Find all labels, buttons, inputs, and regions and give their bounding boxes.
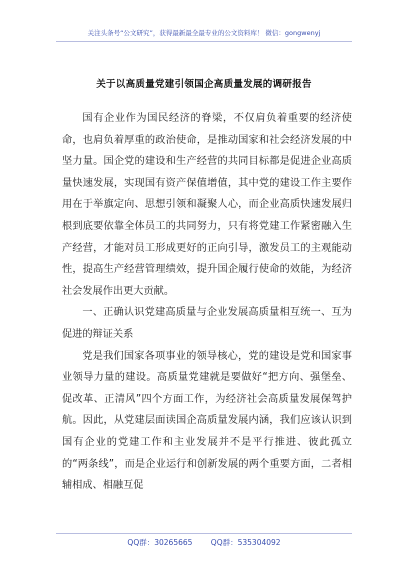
document-body bbox=[62, 108, 352, 497]
section-heading: 一、正确认识党建高质量与企业发展高质量相互统一、互为促进的辩证关系 bbox=[62, 307, 352, 340]
footer-bar bbox=[56, 533, 352, 548]
intro-paragraph: 国有企业作为国民经济的脊梁，不仅肩负着重要的经济使命，也肩负着厚重的政治使命，是推动国家和社会经济发展的中坚力量。国企党的建设和生产经营的共同目标都是促进企业高质量快速发展，实现国有资产保值增值，其中党的建设工作主要作用在于举旗定向、思想引领和凝聚人心，而企业高质快速发展归根到底要依靠全体员工的共同努力，只有将党建工作紧密融入生产经营，才能对员工形成更好的正向引导，激发员工的主观能动性，提高生产经营管理绩效，提升国企履行使命的效能，为经济社会发展作出更大贡献。 bbox=[62, 113, 352, 297]
section-paragraph: 党是我们国家各项事业的领导核心，党的建设是党和国家事业领导力量的建设。高质量党建就是要做好“把方向、强堡垒、促改革、正清风”四个方面工作，为经济社会高质量发展保驾护航。因此，从党建层面读国企高质量发展内涵，我们应该认识到国有企业的党建工作和主业发展并不是平行推进、彼此孤立的“两条线”，而是企业运行和创新发展的两个重要方面，二者相辅相成、相融互促 bbox=[62, 350, 352, 492]
document-title: 关于以高质量党建引领国企高质量发展的调研报告 bbox=[96, 79, 312, 90]
footer-qq-group-2: QQ群：535304092 bbox=[210, 538, 281, 547]
footer-qq-group-1: QQ群：30265665 bbox=[127, 538, 193, 547]
header-banner: 关注头条号“公文研究”，获得最新最全最专业的公文资料库！ 微信：gongwenyj bbox=[56, 28, 352, 42]
